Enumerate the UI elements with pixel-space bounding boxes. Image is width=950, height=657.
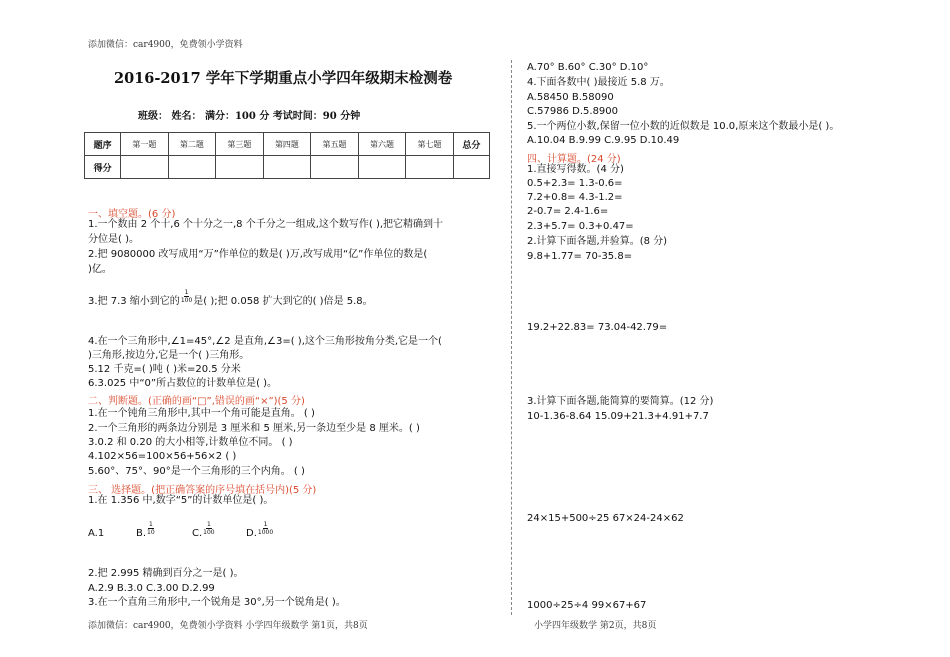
question-text: 6.3.025 中“0”所占数位的计数单位是( )。: [88, 378, 278, 389]
question-text: )三角形,按边分,它是一个( )三角形。: [88, 350, 250, 361]
question-text: 1.在一个钝角三角形中,其中一个角可能是直角。 ( ): [88, 408, 315, 419]
fraction-denominator: 100: [180, 297, 193, 304]
table-cell: 总分: [453, 133, 489, 156]
table-cell: 第六题: [358, 133, 406, 156]
table-cell: [453, 156, 489, 179]
table-cell: [216, 156, 264, 179]
option-label: C.: [192, 528, 203, 539]
fraction-numerator: 1: [263, 521, 268, 528]
fraction-denominator: 1000: [257, 529, 274, 536]
table-cell: 第一题: [121, 133, 169, 156]
q3-suffix: 是( );把 0.058 扩大到它的( )倍是 5.8。: [193, 296, 373, 307]
table-cell: 第二题: [168, 133, 216, 156]
table-cell: [263, 156, 311, 179]
option-b: [136, 521, 156, 543]
table-cell: [311, 156, 359, 179]
option-row: A.58450 B.58090: [527, 92, 614, 103]
table-cell: 得分: [85, 156, 121, 179]
option-c: [192, 521, 216, 543]
section-3-title: 三、 选择题。(把正确答案的序号填在括号内)(5 分): [88, 485, 317, 496]
table-row: [85, 133, 490, 156]
option-row: C.57986 D.5.8900: [527, 106, 619, 117]
option-row: A.70° B.60° C.30° D.10°: [527, 62, 649, 73]
question-text: 2.把 2.995 精确到百分之一是( )。: [88, 568, 244, 579]
question-text: 1.直接写得数。(4 分): [527, 164, 624, 175]
question-text: 4.在一个三角形中,∠1=45°,∠2 是直角,∠3=( ),这个三角形按角分类,它是一个(: [88, 336, 442, 347]
fraction: [203, 521, 214, 536]
question-text: 4.下面各数中( )最接近 5.8 万。: [527, 77, 670, 88]
option-row: A.2.9 B.3.0 C.3.00 D.2.99: [88, 583, 215, 594]
table-cell: [358, 156, 406, 179]
calc-row: 19.2+22.83= 73.04-42.79=: [527, 322, 668, 333]
exam-title: 2016-2017 学年下学期重点小学四年级期末检测卷: [114, 70, 453, 87]
option-a: A.1: [88, 528, 105, 539]
fraction-numerator: 1: [184, 289, 189, 296]
page-footer: 小学四年级数学 第2页，共8页: [534, 621, 657, 631]
table-cell: [406, 156, 454, 179]
table-cell: 第三题: [216, 133, 264, 156]
option-label: B.: [136, 528, 147, 539]
table-cell: 题序: [85, 133, 121, 156]
calc-row: 9.8+1.77= 70-35.8=: [527, 251, 633, 262]
calc-row: 1000÷25÷4 99×67+67: [527, 600, 647, 611]
question-text: 5.60°、75°、90°是一个三角形的三个内角。 ( ): [88, 466, 305, 477]
question-text: 2.一个三角形的两条边分别是 3 厘米和 5 厘米,另一条边至少是 8 厘米。( ): [88, 423, 420, 434]
question-text: 5.12 千克=( )吨 ( )米=20.5 分米: [88, 364, 241, 375]
page-footer: 添加微信：car4900，免费领小学资料 小学四年级数学 第1页，共8页: [88, 621, 368, 631]
q3-prefix: 3.把 7.3 缩小到它的: [88, 296, 180, 307]
calc-row: 2.3+5.7= 0.3+0.47=: [527, 221, 634, 232]
calc-row: 7.2+0.8= 4.3-1.2=: [527, 192, 623, 203]
question-text: 分位是( )。: [88, 234, 139, 245]
calc-row: 24×15+500÷25 67×24-24×62: [527, 513, 684, 524]
section-1-title: 一、填空题。(6 分): [88, 209, 176, 220]
fraction-numerator: 1: [206, 521, 211, 528]
table-cell: 第七题: [406, 133, 454, 156]
calc-row: 0.5+2.3= 1.3-0.6=: [527, 178, 623, 189]
exam-meta: 班级： 姓名： 满分：100 分 考试时间：90 分钟: [138, 111, 361, 122]
section-4-title: 四、计算题。(24 分): [527, 154, 621, 165]
question-text: 1.在 1.356 中,数字“5”的计数单位是( )。: [88, 495, 274, 506]
option-row: A.10.04 B.9.99 C.9.95 D.10.49: [527, 135, 680, 146]
calc-row: 10-1.36-8.64 15.09+21.3+4.91+7.7: [527, 411, 709, 422]
page-divider: [511, 60, 512, 615]
fraction: [258, 521, 273, 536]
calc-row: 2-0.7= 2.4-1.6=: [527, 206, 609, 217]
fraction: [181, 289, 192, 304]
question-text: )亿。: [88, 264, 112, 275]
table-cell: 第五题: [311, 133, 359, 156]
question-text: 3.0.2 和 0.20 的大小相等,计数单位不同。 ( ): [88, 437, 293, 448]
question-text: 2.把 9080000 改写成用“万”作单位的数是( )万,改写成用“亿”作单位的数是(: [88, 249, 428, 260]
table-cell: [121, 156, 169, 179]
question-text: 1.一个数由 2 个十,6 个十分之一,8 个千分之一组成,这个数写作( ),把它精确到十: [88, 219, 444, 230]
section-2-title: 二、判断题。(正确的画“□”,错误的画“×”)(5 分): [88, 396, 305, 407]
question-text: 3.在一个直角三角形中,一个锐角是 30°,另一个锐角是( )。: [88, 597, 346, 608]
question-text: 3.计算下面各题,能简算的要简算。(12 分): [527, 396, 714, 407]
score-table: [84, 132, 490, 179]
question-text: 2.计算下面各题,并验算。(8 分): [527, 236, 668, 247]
fraction-numerator: 1: [148, 521, 153, 528]
question-text: 5.一个两位小数,保留一位小数的近似数是 10.0,原来这个数最小是( )。: [527, 121, 840, 132]
header-note: 添加微信：car4900，免费领小学资料: [88, 40, 243, 50]
option-d: [246, 521, 274, 543]
table-cell: 第四题: [263, 133, 311, 156]
question-text: [88, 289, 373, 311]
option-label: D.: [246, 528, 257, 539]
fraction: [147, 521, 155, 536]
question-text: 4.102×56=100×56+56×2 ( ): [88, 451, 237, 462]
fraction-denominator: 100: [203, 529, 215, 536]
fraction-denominator: 10: [147, 529, 155, 536]
table-row: [85, 156, 490, 179]
table-cell: [168, 156, 216, 179]
